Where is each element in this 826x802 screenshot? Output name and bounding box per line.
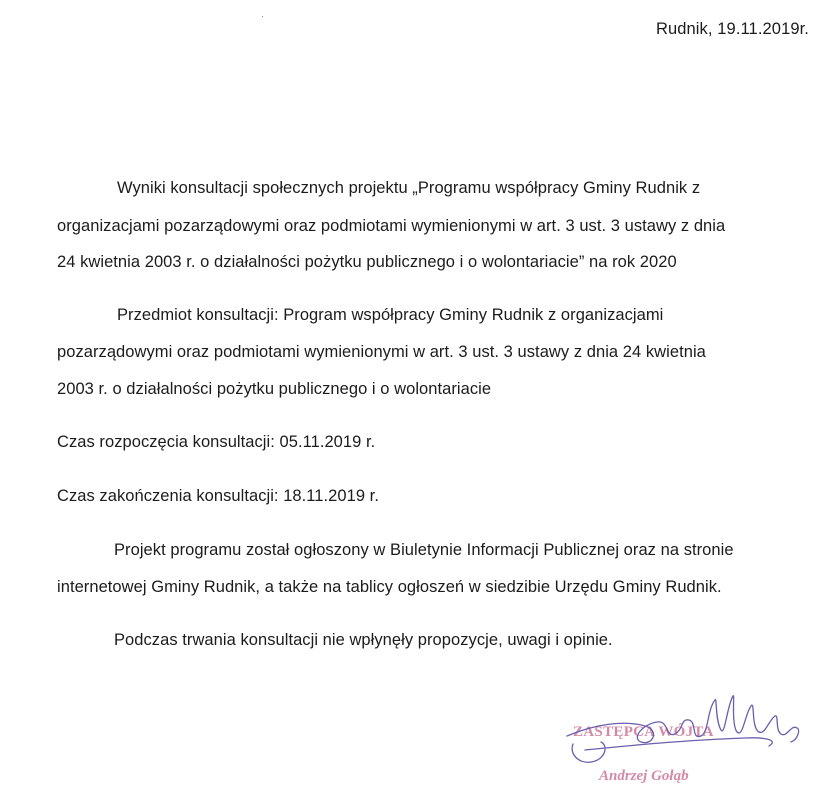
scan-speck xyxy=(262,16,263,17)
stamp-name: Andrzej Gołąb xyxy=(599,768,689,784)
consultation-end: Czas zakończenia konsultacji: 18.11.2019 r. xyxy=(57,487,379,505)
announcement-line-1: Projekt programu został ogłoszony w Biuletynie Informacji Publicznej oraz na stronie xyxy=(114,541,734,559)
subject-line-1: Przedmiot konsultacji: Program współpracy Gminy Rudnik z organizacjami xyxy=(117,306,664,324)
title-line-2: organizacjami pozarządowymi oraz podmiotami wymienionymi w art. 3 ust. 3 ustawy z dnia xyxy=(57,217,726,235)
place-and-date: Rudnik, 19.11.2019r. xyxy=(655,20,809,38)
announcement-line-2: internetowej Gminy Rudnik, a także na tablicy ogłoszeń w siedzibie Urzędu Gminy Rudnik. xyxy=(57,578,722,596)
title-line-1: Wyniki konsultacji społecznych projektu „Programu współpracy Gminy Rudnik z xyxy=(117,179,701,197)
consultation-result: Podczas trwania konsultacji nie wpłynęły propozycje, uwagi i opinie. xyxy=(114,631,613,649)
subject-line-2: pozarządowymi oraz podmiotami wymienionymi w art. 3 ust. 3 ustawy z dnia 24 kwietnia xyxy=(57,343,706,361)
official-stamp xyxy=(565,680,820,800)
handwritten-signature xyxy=(565,680,820,800)
stamp-title: ZASTĘPCA WÓJTA xyxy=(573,724,714,740)
subject-line-3: 2003 r. o działalności pożytku publicznego i o wolontariacie xyxy=(57,380,492,398)
consultation-start: Czas rozpoczęcia konsultacji: 05.11.2019 r. xyxy=(57,433,376,451)
title-line-3: 24 kwietnia 2003 r. o działalności pożytku publicznego i o wolontariacie” na rok 2020 xyxy=(57,253,677,271)
